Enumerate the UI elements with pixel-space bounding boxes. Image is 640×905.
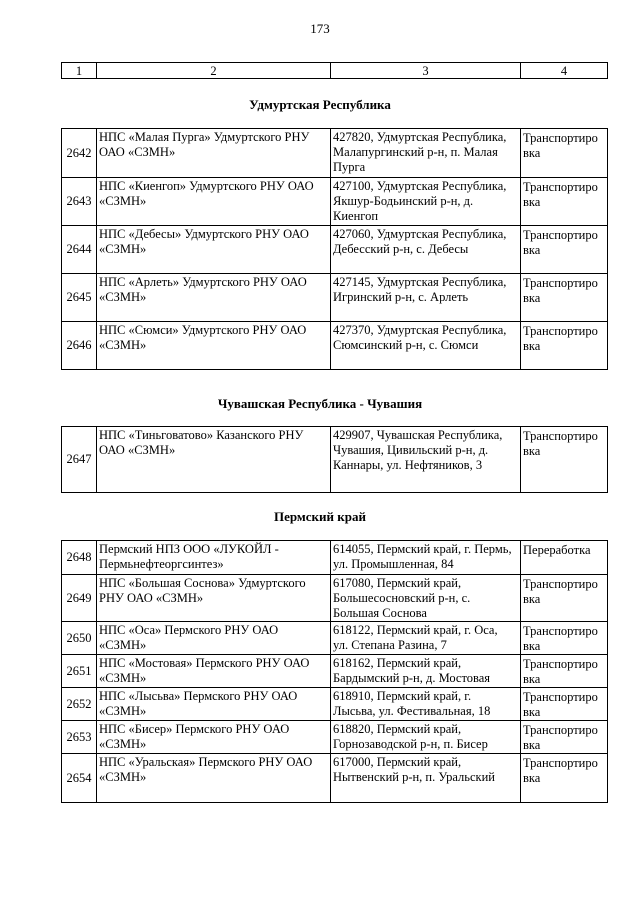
facility-name-line: НПС «Мостовая» Пермского РНУ ОАО <box>99 656 310 670</box>
facility-address-line: 427145, Удмуртская Республика, <box>333 275 507 289</box>
activity-type <box>521 427 608 493</box>
facility-address <box>331 721 521 754</box>
facility-name <box>97 322 331 370</box>
facility-address <box>331 754 521 803</box>
facility-address-line: Сюмсинский р-н, с. Сюмси <box>333 338 479 352</box>
section-title: Удмуртская Республика <box>249 97 391 112</box>
facility-name-line: НПС «Сюмси» Удмуртского РНУ ОАО <box>99 323 307 337</box>
facility-name-line: НПС «Оса» Пермского РНУ ОАО <box>99 623 279 637</box>
section-title: Пермский край <box>274 509 366 524</box>
table-row <box>62 721 608 754</box>
facility-address-line: ул. Промышленная, 84 <box>333 557 454 571</box>
facility-name-line: «СЗМН» <box>99 704 147 718</box>
facility-name-line: НПС «Арлеть» Удмуртского РНУ ОАО <box>99 275 307 289</box>
facility-address-line: Чувашия, Цивильский р-н, д. <box>333 443 489 457</box>
facility-name <box>97 129 331 178</box>
activity-type <box>521 178 608 226</box>
facility-name-line: Пермьнефтеоргсинтез» <box>99 557 224 571</box>
facility-name-line: «СЗМН» <box>99 194 147 208</box>
column-header-table <box>61 62 608 79</box>
facility-address-line: 427060, Удмуртская Республика, <box>333 227 507 241</box>
activity-type-line: Транспортиро <box>523 276 598 290</box>
facility-address <box>331 274 521 322</box>
facility-address-line: Якшур-Бодьинский р-н, д. <box>333 194 474 208</box>
facility-address-line: Дебесский р-н, с. Дебесы <box>333 242 469 256</box>
activity-type <box>521 754 608 803</box>
facility-name-line: НПС «Большая Соснова» Удмуртского <box>99 576 306 590</box>
facility-address-line: 617080, Пермский край, <box>333 576 462 590</box>
section-table <box>61 540 608 803</box>
facility-name <box>97 575 331 622</box>
activity-type-line: Транспортиро <box>523 690 598 704</box>
row-number: 2643 <box>62 178 97 226</box>
facility-name-line: НПС «Лысьва» Пермского РНУ ОАО <box>99 689 298 703</box>
activity-type <box>521 541 608 575</box>
activity-type-line: вка <box>523 195 541 209</box>
facility-address-line: 427100, Удмуртская Республика, <box>333 179 507 193</box>
activity-type-line: Транспортиро <box>523 756 598 770</box>
row-number: 2653 <box>62 721 97 754</box>
facility-address-line: Лысьва, ул. Фестивальная, 18 <box>333 704 491 718</box>
activity-type-line: вка <box>523 639 541 653</box>
facility-address-line: Игринский р-н, с. Арлеть <box>333 290 469 304</box>
facility-address <box>331 427 521 493</box>
facility-address-line: ул. Степана Разина, 7 <box>333 638 447 652</box>
table-row <box>62 655 608 688</box>
facility-address-line: Нытвенский р-н, п. Уральский <box>333 770 495 784</box>
facility-name-line: НПС «Тиньговатово» Казанского РНУ <box>99 428 304 442</box>
facility-address-line: Каннары, ул. Нефтяников, 3 <box>333 458 483 472</box>
row-number: 2651 <box>62 655 97 688</box>
facility-address <box>331 322 521 370</box>
activity-type-line: вка <box>523 705 541 719</box>
facility-address-line: 614055, Пермский край, г. Пермь, <box>333 542 512 556</box>
activity-type-line: Транспортиро <box>523 723 598 737</box>
facility-name-line: НПС «Киенгоп» Удмуртского РНУ ОАО <box>99 179 314 193</box>
column-header-3: 3 <box>331 63 521 79</box>
activity-type <box>521 622 608 655</box>
activity-type-line: вка <box>523 738 541 752</box>
activity-type-line: вка <box>523 291 541 305</box>
activity-type <box>521 129 608 178</box>
facility-address <box>331 129 521 178</box>
section-title: Чувашская Республика - Чувашия <box>217 396 423 411</box>
row-number: 2649 <box>62 575 97 622</box>
facility-name <box>97 178 331 226</box>
row-number: 2644 <box>62 226 97 274</box>
row-number: 2652 <box>62 688 97 721</box>
row-number: 2650 <box>62 622 97 655</box>
table-row <box>62 754 608 803</box>
facility-name-line: «СЗМН» <box>99 242 147 256</box>
facility-name-line: «СЗМН» <box>99 770 147 784</box>
facility-address-line: 617000, Пермский край, <box>333 755 462 769</box>
facility-name-line: НПС «Дебесы» Удмуртского РНУ ОАО <box>99 227 309 241</box>
activity-type <box>521 688 608 721</box>
facility-name-line: «СЗМН» <box>99 338 147 352</box>
activity-type <box>521 655 608 688</box>
activity-type <box>521 322 608 370</box>
activity-type-line: Транспортиро <box>523 657 598 671</box>
activity-type-line: вка <box>523 672 541 686</box>
row-number: 2654 <box>62 754 97 803</box>
facility-name-line: «СЗМН» <box>99 737 147 751</box>
facility-name <box>97 226 331 274</box>
facility-address-line: 429907, Чувашская Республика, <box>333 428 503 442</box>
facility-name <box>97 427 331 493</box>
facility-address <box>331 575 521 622</box>
facility-name-line: РНУ ОАО «СЗМН» <box>99 591 204 605</box>
activity-type <box>521 226 608 274</box>
activity-type-line: вка <box>523 339 541 353</box>
facility-address <box>331 178 521 226</box>
table-row <box>62 274 608 322</box>
table-row <box>62 226 608 274</box>
facility-name <box>97 541 331 575</box>
facility-address-line: 618122, Пермский край, г. Оса, <box>333 623 498 637</box>
table-row <box>62 129 608 178</box>
table-row <box>62 541 608 575</box>
table-row <box>62 322 608 370</box>
activity-type-line: вка <box>523 444 541 458</box>
facility-name-line: ОАО «СЗМН» <box>99 443 176 457</box>
row-number: 2647 <box>62 427 97 493</box>
facility-address <box>331 655 521 688</box>
activity-type-line: Переработка <box>523 543 591 557</box>
facility-address-line: Большая Соснова <box>333 606 427 620</box>
facility-address-line: Малапургинский р-н, п. Малая <box>333 145 498 159</box>
activity-type-line: вка <box>523 243 541 257</box>
activity-type-line: вка <box>523 592 541 606</box>
facility-address-line: Пурга <box>333 160 366 174</box>
activity-type-line: вка <box>523 771 541 785</box>
facility-name <box>97 274 331 322</box>
facility-name-line: НПС «Бисер» Пермского РНУ ОАО <box>99 722 290 736</box>
facility-name <box>97 754 331 803</box>
table-row <box>62 178 608 226</box>
row-number: 2646 <box>62 322 97 370</box>
table-row <box>62 688 608 721</box>
column-header-1: 1 <box>62 63 97 79</box>
facility-address-line: 427370, Удмуртская Республика, <box>333 323 507 337</box>
facility-address <box>331 688 521 721</box>
facility-address-line: Бардымский р-н, д. Мостовая <box>333 671 491 685</box>
activity-type-line: Транспортиро <box>523 180 598 194</box>
section-table <box>61 426 608 493</box>
page-number: 173 <box>310 21 330 36</box>
section-table <box>61 128 608 370</box>
row-number: 2642 <box>62 129 97 178</box>
facility-name <box>97 655 331 688</box>
facility-address-line: 618910, Пермский край, г. <box>333 689 472 703</box>
facility-address-line: Горнозаводской р-н, п. Бисер <box>333 737 488 751</box>
facility-name <box>97 622 331 655</box>
row-number: 2648 <box>62 541 97 575</box>
facility-name <box>97 721 331 754</box>
facility-name-line: Пермский НПЗ ООО «ЛУКОЙЛ - <box>99 542 279 556</box>
activity-type-line: Транспортиро <box>523 131 598 145</box>
facility-address <box>331 622 521 655</box>
facility-name-line: «СЗМН» <box>99 638 147 652</box>
facility-address-line: Киенгоп <box>333 209 379 223</box>
facility-address <box>331 541 521 575</box>
row-number: 2645 <box>62 274 97 322</box>
column-header-row <box>62 63 608 79</box>
table-row <box>62 427 608 493</box>
facility-name-line: «СЗМН» <box>99 671 147 685</box>
facility-name-line: «СЗМН» <box>99 290 147 304</box>
facility-address-line: 618162, Пермский край, <box>333 656 462 670</box>
table-row <box>62 622 608 655</box>
facility-address-line: 427820, Удмуртская Республика, <box>333 130 507 144</box>
facility-name <box>97 688 331 721</box>
facility-address-line: Большесосновский р-н, с. <box>333 591 471 605</box>
column-header-4: 4 <box>521 63 608 79</box>
facility-address <box>331 226 521 274</box>
activity-type <box>521 575 608 622</box>
activity-type-line: вка <box>523 146 541 160</box>
facility-name-line: НПС «Уральская» Пермского РНУ ОАО <box>99 755 313 769</box>
activity-type-line: Транспортиро <box>523 324 598 338</box>
activity-type-line: Транспортиро <box>523 577 598 591</box>
table-row <box>62 575 608 622</box>
column-header-2: 2 <box>97 63 331 79</box>
activity-type <box>521 274 608 322</box>
facility-name-line: ОАО «СЗМН» <box>99 145 176 159</box>
activity-type-line: Транспортиро <box>523 429 598 443</box>
activity-type <box>521 721 608 754</box>
facility-name-line: НПС «Малая Пурга» Удмуртского РНУ <box>99 130 310 144</box>
facility-address-line: 618820, Пермский край, <box>333 722 462 736</box>
activity-type-line: Транспортиро <box>523 624 598 638</box>
activity-type-line: Транспортиро <box>523 228 598 242</box>
